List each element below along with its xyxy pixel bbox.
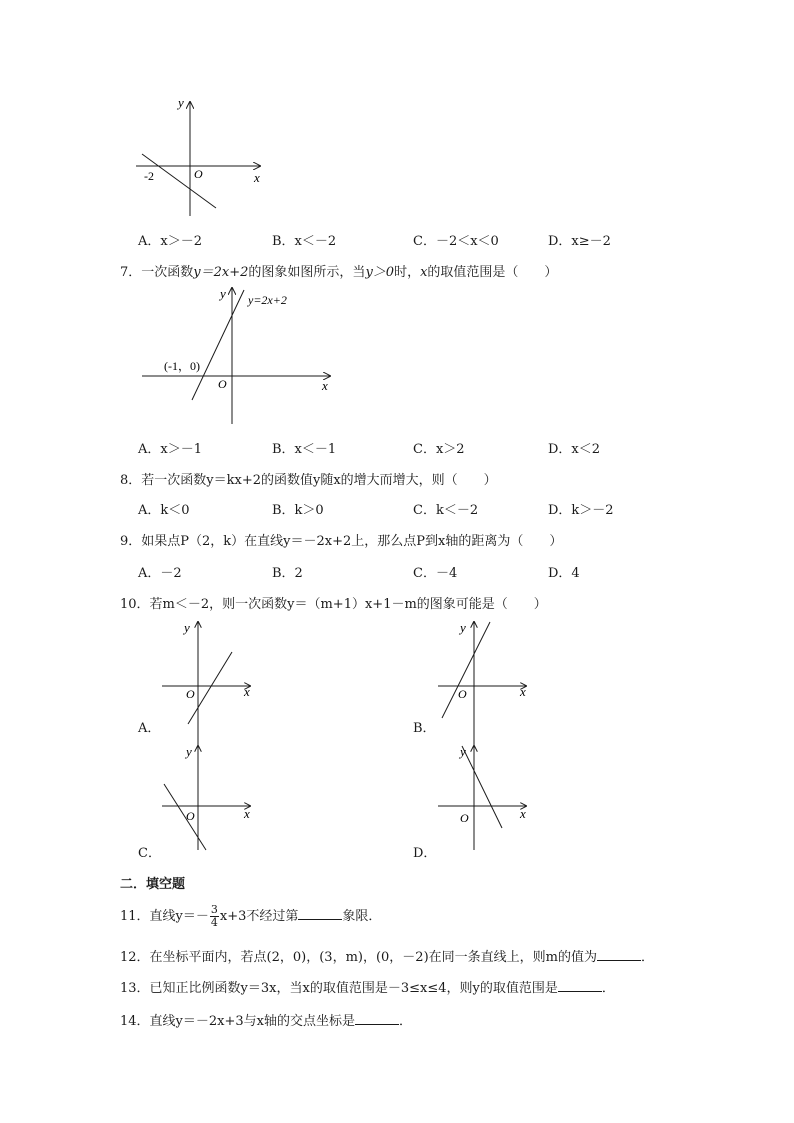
q10-graph-c[interactable] xyxy=(156,742,260,854)
function-line xyxy=(442,622,490,718)
q9-option-b[interactable]: B．2 xyxy=(272,566,303,581)
q7-number: 7． xyxy=(120,265,142,280)
q7-text-a: 一次函数 xyxy=(141,265,194,280)
q9-option-d[interactable]: D．4 xyxy=(548,566,580,581)
q10-option-b[interactable]: B． xyxy=(413,721,436,736)
section-title: 二．填空题 xyxy=(120,877,186,892)
q7-option-c[interactable]: C．x＞2 xyxy=(413,442,465,457)
q10-option-d[interactable]: D． xyxy=(413,846,437,861)
q8-option-a[interactable]: A．k＜0 xyxy=(138,503,190,518)
y-axis-label: y xyxy=(460,620,466,635)
y-axis-label: y xyxy=(178,95,184,110)
fraction-denominator: 4 xyxy=(210,916,218,929)
q9-option-a[interactable]: A．－2 xyxy=(138,566,182,581)
fraction-numerator: 3 xyxy=(210,903,218,916)
point-label: (-1，0) xyxy=(164,359,200,373)
q7-stem xyxy=(120,261,557,280)
q10-graph-b[interactable] xyxy=(432,618,536,758)
y-axis-label: y xyxy=(220,286,226,301)
y-axis-label: y xyxy=(186,744,192,759)
q14-answer-blank[interactable] xyxy=(355,1012,399,1025)
q13-post: ． xyxy=(601,981,615,996)
q8-option-d[interactable]: D．k＞－2 xyxy=(548,503,614,518)
x-axis-label: x xyxy=(520,806,526,821)
q12-post: ． xyxy=(640,950,654,965)
function-line xyxy=(164,784,206,850)
q7-cond: y＞0 xyxy=(365,265,395,280)
q9-option-c[interactable]: C．－4 xyxy=(413,566,458,581)
q8-option-c[interactable]: C．k＜－2 xyxy=(413,503,479,518)
x-axis-label: x xyxy=(322,378,328,393)
origin-label: O xyxy=(218,377,227,391)
origin-label: O xyxy=(460,811,469,825)
q7-option-b[interactable]: B．x＜－1 xyxy=(272,442,337,457)
q14-post: ． xyxy=(398,1014,412,1029)
q10-option-a[interactable]: A． xyxy=(138,721,161,736)
q14-stem xyxy=(120,1010,412,1029)
q12-stem xyxy=(120,946,654,965)
x-axis-label: x xyxy=(244,684,250,699)
q8-option-b[interactable]: B．k＞0 xyxy=(272,503,324,518)
origin-label: O xyxy=(458,687,467,701)
q10-graph-a[interactable] xyxy=(156,618,260,758)
q10-option-c[interactable]: C． xyxy=(138,846,161,861)
q7-var: x xyxy=(420,265,428,280)
q10-stem: 10．若m＜－2，则一次函数y＝（m+1）x+1－m的图象可能是（ ） xyxy=(120,597,547,612)
q11-answer-blank[interactable] xyxy=(298,907,342,920)
y-axis-label: y xyxy=(460,744,466,759)
q6-option-b[interactable]: B．x＜－2 xyxy=(272,234,337,249)
q6-option-a[interactable]: A．x＞－2 xyxy=(138,234,202,249)
origin-label: O xyxy=(194,167,203,181)
line-label: y=2x+2 xyxy=(248,293,287,307)
q7-graph xyxy=(138,282,338,430)
q6-option-c[interactable]: C．－2＜x＜0 xyxy=(413,234,499,249)
q11-post-b: 象限． xyxy=(342,909,382,924)
q7-text-b: 的图象如图所示，当 xyxy=(248,265,366,280)
q7-option-a[interactable]: A．x＞－1 xyxy=(138,442,202,457)
x-axis-label: x xyxy=(520,684,526,699)
q10-graph-d[interactable] xyxy=(432,742,536,854)
q11-post-a: x+3不经过第 xyxy=(219,909,299,924)
origin-label: O xyxy=(186,687,195,701)
q13-answer-blank[interactable] xyxy=(558,979,602,992)
intercept-label: -2 xyxy=(144,169,154,183)
q8-stem: 8．若一次函数y＝kx+2的函数值y随x的增大而增大，则（ ） xyxy=(120,473,497,488)
x-axis-label: x xyxy=(244,806,250,821)
fraction xyxy=(210,904,219,929)
q6-graph xyxy=(132,92,272,222)
q11-pre: 11．直线y＝－ xyxy=(120,909,209,924)
x-axis-label: x xyxy=(254,170,260,185)
q7-text-d: 的取值范围是（ ） xyxy=(427,265,558,280)
q7-option-d[interactable]: D．x＜2 xyxy=(548,442,601,457)
q13-stem xyxy=(120,977,615,996)
q7-func: y＝2x+2 xyxy=(193,265,249,280)
q12-pre: 12．在坐标平面内，若点(2，0)，(3，m)，(0，－2)在同一条直线上，则m的值为 xyxy=(120,950,597,965)
y-axis-label: y xyxy=(184,620,190,635)
q12-answer-blank[interactable] xyxy=(597,948,641,961)
q6-option-d[interactable]: D．x≥－2 xyxy=(548,234,611,249)
q14-pre: 14．直线y＝－2x+3与x轴的交点坐标是 xyxy=(120,1014,355,1029)
q9-stem: 9．如果点P（2，k）在直线y＝－2x+2上，那么点P到x轴的距离为（ ） xyxy=(120,534,563,549)
q7-text-c: 时， xyxy=(394,265,421,280)
q13-pre: 13．已知正比例函数y＝3x，当x的取值范围是－3≤x≤4，则y的取值范围是 xyxy=(120,981,558,996)
q11-stem xyxy=(120,904,381,929)
origin-label: O xyxy=(186,809,195,823)
